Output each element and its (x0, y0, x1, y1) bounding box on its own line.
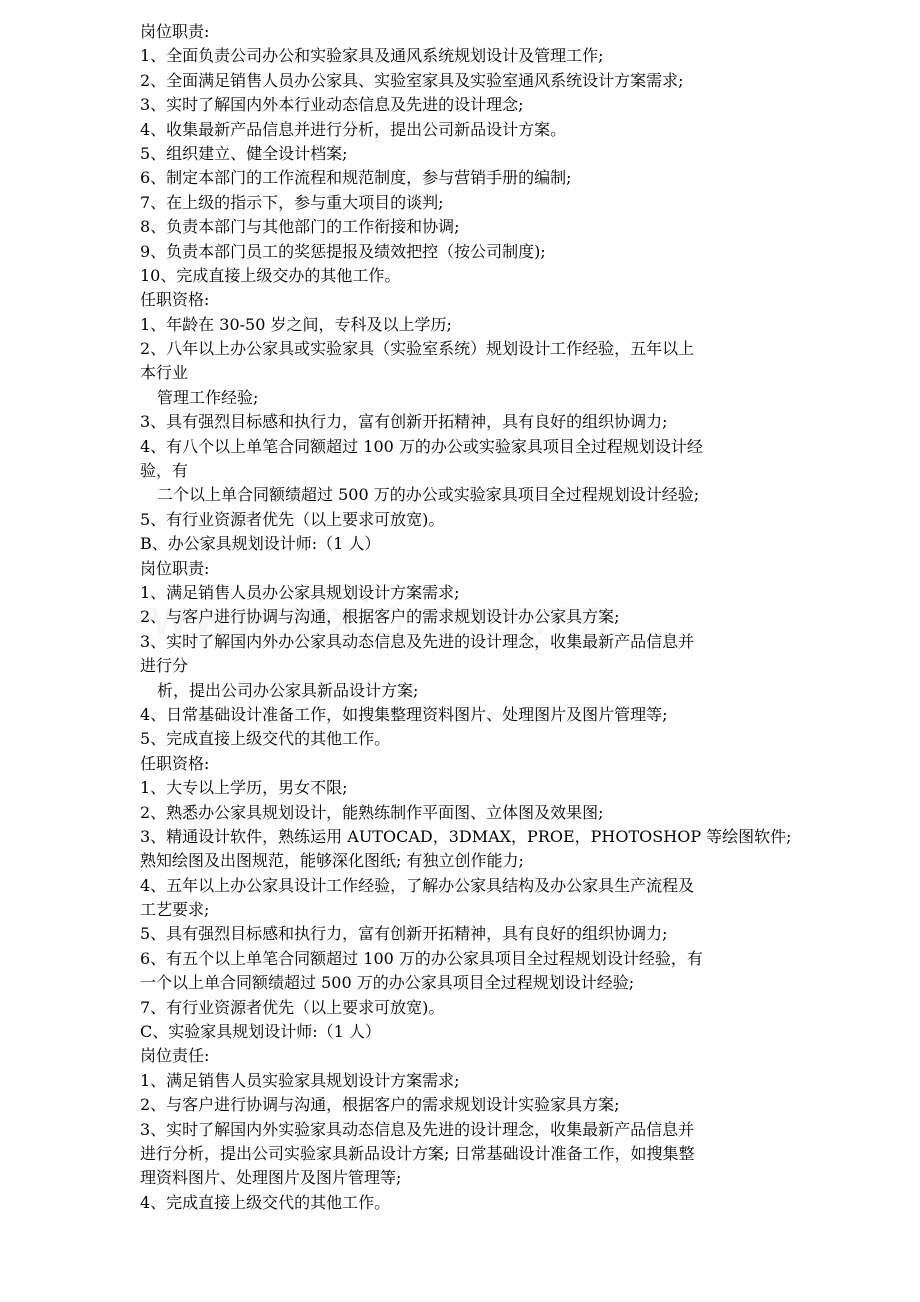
list-item: 1、满足销售人员办公家具规划设计方案需求; (140, 582, 460, 602)
list-item: 7、在上级的指示下，参与重大项目的谈判; (140, 192, 444, 212)
list-item-continuation: 熟知绘图及出图规范，能够深化图纸; 有独立创作能力; (140, 851, 524, 871)
section-heading: 任职资格: (140, 290, 210, 310)
list-item: 3、实时了解国内外办公家具动态信息及先进的设计理念，收集最新产品信息并 (140, 631, 695, 651)
list-item: 6、有五个以上单笔合同额超过 100 万的办公家具项目全过程规划设计经验，有 (140, 948, 703, 968)
section-heading: 岗位责任: (140, 1046, 210, 1066)
list-item: 1、年龄在 30-50 岁之间，专科及以上学历; (140, 314, 452, 334)
list-item: 5、完成直接上级交代的其他工作。 (140, 729, 391, 749)
list-item-continuation: 验，有 (140, 461, 189, 481)
list-item: 2、与客户进行协调与沟通，根据客户的需求规划设计办公家具方案; (140, 607, 620, 627)
list-item: 3、实时了解国内外实验家具动态信息及先进的设计理念，收集最新产品信息并 (140, 1119, 695, 1139)
list-item: 2、八年以上办公家具或实验家具（实验室系统）规划设计工作经验，五年以上 (140, 339, 695, 359)
list-item: 5、组织建立、健全设计档案; (140, 143, 348, 163)
list-item: 2、全面满足销售人员办公家具、实验室家具及实验室通风系统设计方案需求; (140, 70, 684, 90)
list-item: 4、五年以上办公家具设计工作经验，了解办公家具结构及办公家具生产流程及 (140, 875, 695, 895)
list-item: 4、日常基础设计准备工作，如搜集整理资料图片、处理图片及图片管理等; (140, 704, 668, 724)
list-item: 4、有八个以上单笔合同额超过 100 万的办公或实验家具项目全过程规划设计经 (140, 436, 703, 456)
list-item: 5、有行业资源者优先（以上要求可放宽)。 (140, 509, 445, 529)
list-item-continuation: 进行分 (140, 656, 189, 676)
section-heading: 岗位职责: (140, 22, 210, 41)
list-item: 1、满足销售人员实验家具规划设计方案需求; (140, 1070, 460, 1090)
list-item: 6、制定本部门的工作流程和规范制度，参与营销手册的编制; (140, 168, 572, 188)
list-item: 7、有行业资源者优先（以上要求可放宽)。 (140, 997, 445, 1017)
list-item: 4、完成直接上级交代的其他工作。 (140, 1192, 391, 1212)
list-item: 3、实时了解国内外本行业动态信息及先进的设计理念; (140, 95, 524, 115)
list-item: 2、与客户进行协调与沟通，根据客户的需求规划设计实验家具方案; (140, 1095, 620, 1115)
list-item: 5、具有强烈目标感和执行力，富有创新开拓精神，具有良好的组织协调力; (140, 924, 668, 944)
list-item-continuation: 析，提出公司办公家具新品设计方案; (157, 680, 419, 700)
list-item: 2、熟悉办公家具规划设计，能熟练制作平面图、立体图及效果图; (140, 802, 604, 822)
list-item-continuation: 进行分析，提出公司实验家具新品设计方案; 日常基础设计准备工作，如搜集整 (140, 1143, 695, 1163)
section-heading: 任职资格: (140, 753, 210, 773)
list-item-continuation: 本行业 (140, 363, 189, 383)
list-item-continuation: 管理工作经验; (157, 387, 259, 407)
position-heading: B、办公家具规划设计师:（1 人） (140, 534, 381, 554)
list-item-continuation: 一个以上单合同额绩超过 500 万的办公家具项目全过程规划设计经验; (140, 973, 635, 993)
section-heading: 岗位职责: (140, 558, 210, 578)
list-item: 3、精通设计软件，熟练运用 AUTOCAD，3DMAX，PROE，PHOTOSHOP 等绘图软件; (140, 826, 792, 846)
list-item: 9、负责本部门员工的奖惩提报及绩效把控（按公司制度); (140, 241, 546, 261)
list-item: 1、全面负责公司办公和实验家具及通风系统规划设计及管理工作; (140, 46, 604, 66)
list-item: 1、大专以上学历，男女不限; (140, 778, 348, 798)
list-item: 4、收集最新产品信息并进行分析，提出公司新品设计方案。 (140, 119, 567, 139)
position-heading: C、实验家具规划设计师:（1 人） (140, 1022, 381, 1042)
document-body (140, 20, 790, 1215)
list-item-continuation: 二个以上单合同额绩超过 500 万的办公或实验家具项目全过程规划设计经验; (157, 485, 700, 505)
list-item: 8、负责本部门与其他部门的工作衔接和协调; (140, 217, 460, 237)
list-item-continuation: 工艺要求; (140, 900, 210, 920)
list-item: 3、具有强烈目标感和执行力，富有创新开拓精神，具有良好的组织协调力; (140, 412, 668, 432)
list-item: 10、完成直接上级交办的其他工作。 (140, 265, 401, 285)
list-item-continuation: 理资料图片、处理图片及图片管理等; (140, 1168, 402, 1188)
